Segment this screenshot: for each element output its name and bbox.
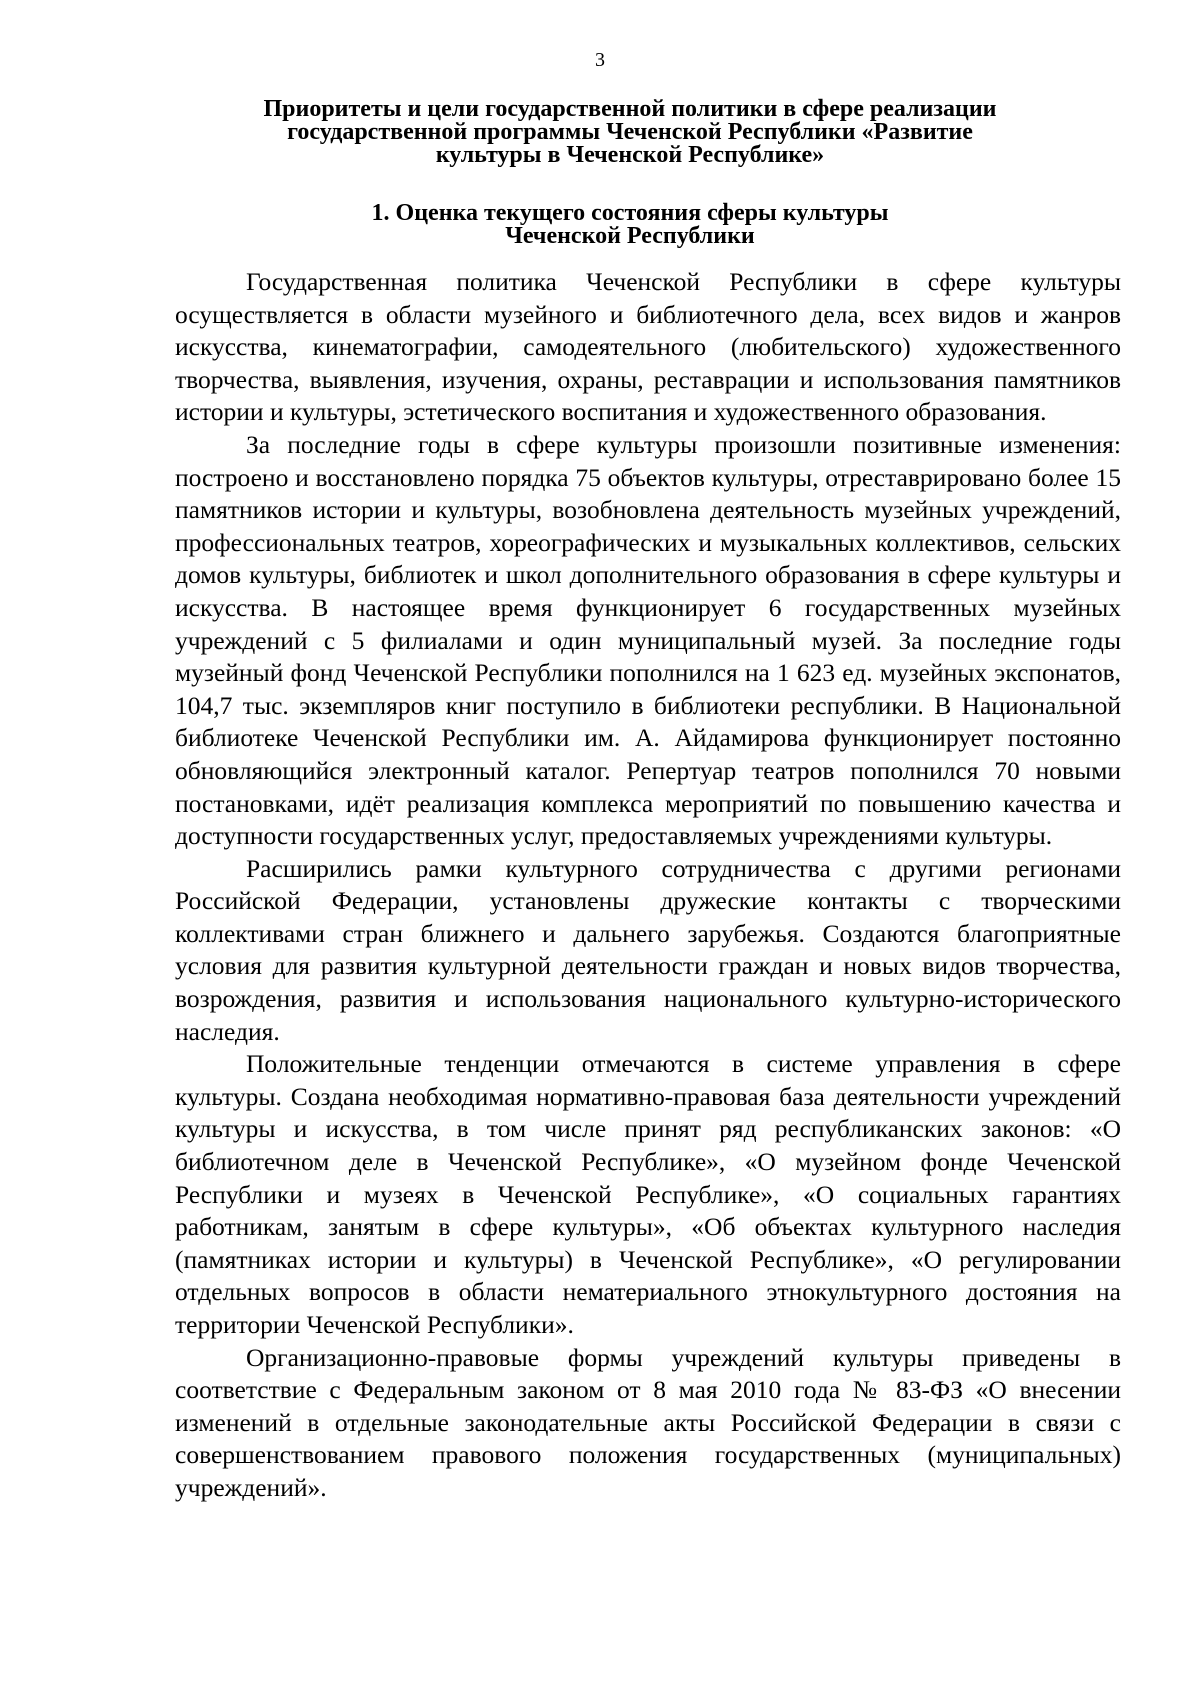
document-heading bbox=[190, 98, 1070, 167]
section-heading bbox=[190, 202, 1070, 248]
paragraph: Государственная политика Чеченской Республики в сфере культуры осуществляется в области музейного и библиотечного дела, всех видов и жанров искусства, кинематографии, самодеятельного (любительского) художественного творчества, выявления, изучения, охраны, реставрации и использования памятников истории и культуры, эстетического воспитания и художественного образования. bbox=[175, 267, 1121, 427]
paragraph: Расширились рамки культурного сотрудничества с другими регионами Российской Федерации, установлены дружеские контакты с творческими коллективами стран ближнего и дальнего зарубежья. Создаются благоприятные условия для развития культурной деятельности граждан и новых видов творчества, возрождения, развития и использования национального культурно-исторического наследия. bbox=[175, 853, 1121, 1046]
heading-line: культуры в Чеченской Республике» bbox=[435, 142, 825, 168]
page-number: 3 bbox=[595, 49, 605, 71]
heading-line: государственной программы Чеченской Республики «Развитие bbox=[287, 119, 973, 145]
heading-line: Приоритеты и цели государственной политики в сфере реализации bbox=[263, 96, 997, 122]
section-heading-line: Чеченской Республики bbox=[505, 223, 755, 249]
paragraph: Положительные тенденции отмечаются в системе управления в сфере культуры. Создана необходимая нормативно-правовая база деятельности учреждений культуры и искусства, в том числе принят ряд республиканских законов: «О библиотечном деле в Чеченской Республике», «О музейном фонде Чеченской Республики и музеях в Чеченской Республике», «О социальных гарантиях работникам, занятым в сфере культуры», «Об объектах культурного наследия (памятниках истории и культуры) в Чеченской Республике», «О регулировании отдельных вопросов в области нематериального этнокультурного достояния на территории Чеченской Республики». bbox=[175, 1049, 1121, 1339]
body-text bbox=[175, 266, 1121, 1505]
section-heading-line: 1. Оценка текущего состояния сферы культуры bbox=[371, 200, 889, 226]
paragraph: Организационно-правовые формы учреждений культуры приведены в соответствие с Федеральным законом от 8 мая 2010 года № 83-ФЗ «О внесении изменений в отдельные законодательные акты Российской Федерации в связи с совершенствованием правового положения государственных (муниципальных) учреждений». bbox=[175, 1342, 1121, 1502]
paragraph: За последние годы в сфере культуры произошли позитивные изменения: построено и восстановлено порядка 75 объектов культуры, отреставрировано более 15 памятников истории и культуры, возобновлена деятельность музейных учреждений, профессиональных театров, хореографических и музыкальных коллективов, сельских домов культуры, библиотек и школ дополнительного образования в сфере культуры и искусства. В настоящее время функционирует 6 государственных музейных учреждений с 5 филиалами и один муниципальный музей. За последние годы музейный фонд Чеченской Республики пополнился на 1 623 ед. музейных экспонатов, 104,7 тыс. экземпляров книг поступило в библиотеки республики. В Национальной библиотеке Чеченской Республики им. А. Айдамирова функционирует постоянно обновляющийся электронный каталог. Репертуар театров пополнился 70 новыми постановками, идёт реализация комплекса мероприятий по повышению качества и доступности государственных услуг, предоставляемых учреждениями культуры. bbox=[175, 429, 1121, 851]
